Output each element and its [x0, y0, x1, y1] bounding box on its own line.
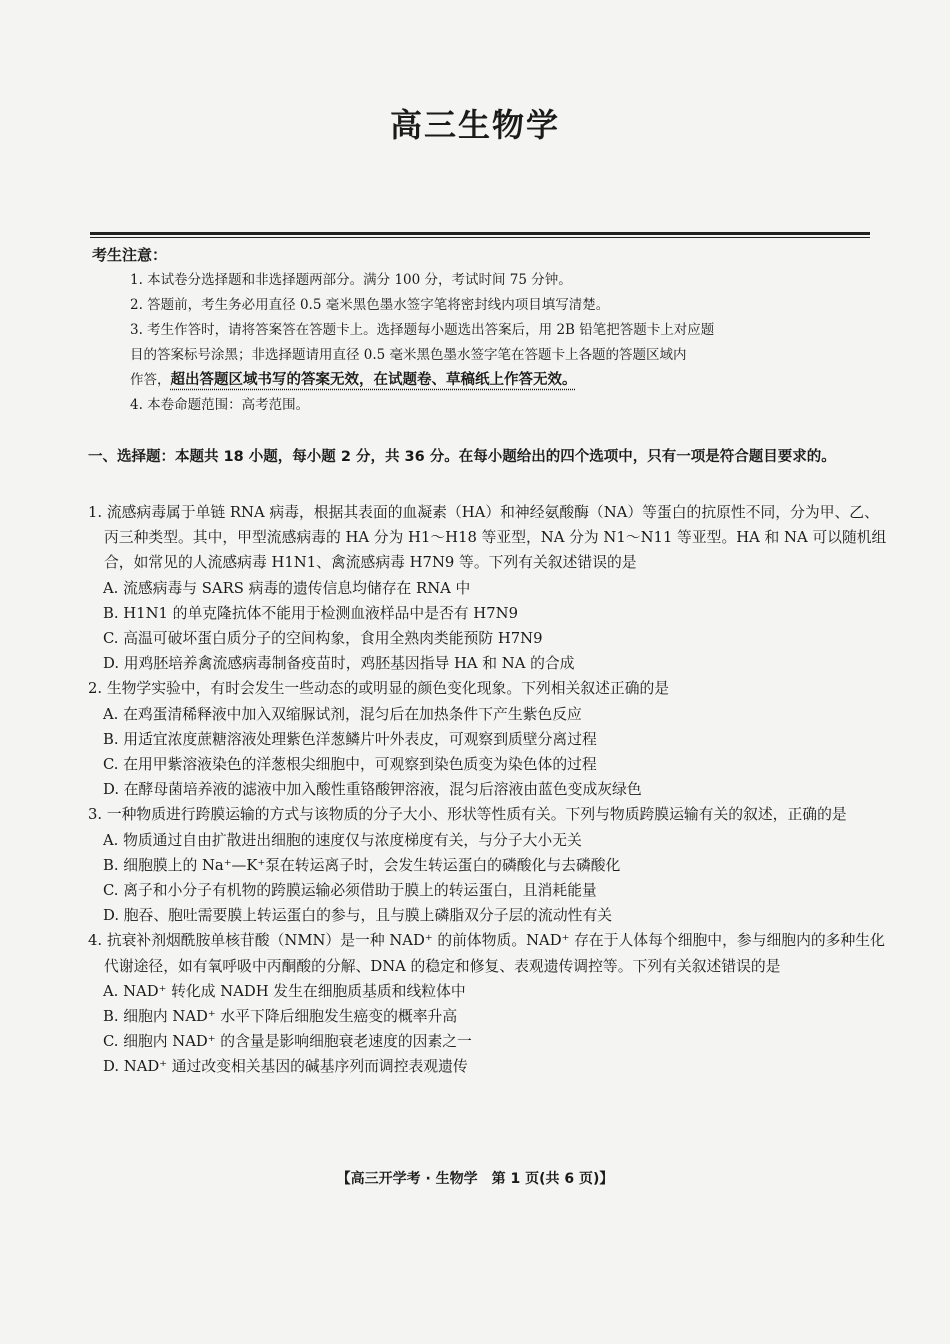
option-a: A. NAD⁺ 转化成 NADH 发生在细胞质基质和线粒体中 — [103, 982, 466, 1000]
page-title: 高三生物学 — [389, 106, 560, 144]
option-d: D. NAD⁺ 通过改变相关基因的碱基序列而调控表观遗传 — [103, 1058, 468, 1076]
notice-item-3-emphasis: 超出答题区域书写的答案无效，在试题卷、草稿纸上作答无效。 — [170, 372, 577, 388]
option-b: B. 用适宜浓度蔗糖溶液处理紫色洋葱鳞片叶外表皮，可观察到质壁分离过程 — [103, 730, 597, 748]
option-a: A. 在鸡蛋清稀释液中加入双缩脲试剂，混匀后在加热条件下产生紫色反应 — [103, 705, 582, 723]
option-c: C. 细胞内 NAD⁺ 的含量是影响细胞衰老速度的因素之一 — [103, 1033, 472, 1051]
question-stem: 2. 生物学实验中，有时会发生一些动态的或明显的颜色变化现象。下列相关叙述正确的是 — [88, 680, 670, 698]
option-d: D. 用鸡胚培养禽流感病毒制备疫苗时，鸡胚基因指导 HA 和 NA 的合成 — [103, 655, 575, 673]
option-b: B. 细胞内 NAD⁺ 水平下降后细胞发生癌变的概率升高 — [103, 1008, 458, 1026]
option-a: A. 流感病毒与 SARS 病毒的遗传信息均储存在 RNA 中 — [103, 579, 471, 597]
notice-heading: 考生注意： — [92, 246, 168, 264]
notice-item-1: 1. 本试卷分选择题和非选择题两部分。满分 100 分，考试时间 75 分钟。 — [130, 272, 572, 288]
option-b: B. 细胞膜上的 Na⁺—K⁺泵在转运离子时，会发生转运蛋白的磷酸化与去磷酸化 — [103, 856, 621, 874]
question-1 — [88, 500, 888, 676]
notice-item-2: 2. 答题前，考生务必用直径 0.5 毫米黑色墨水签字笔将密封线内项目填写清楚。 — [130, 297, 610, 313]
option-d: D. 胞吞、胞吐需要膜上转运蛋白的参与，且与膜上磷脂双分子层的流动性有关 — [103, 907, 613, 925]
question-2 — [88, 676, 888, 802]
question-list — [88, 500, 888, 1080]
section-1 — [88, 444, 883, 471]
question-stem: 4. 抗衰补剂烟酰胺单核苷酸（NMN）是一种 NAD⁺ 的前体物质。NAD⁺ 存在于人体每个细胞中，参与细胞内的多种生化代谢途径，如有氧呼吸中丙酮酸的分解、DNA 的稳定和修复、表观遗传调控等。下列有关叙述错误的是 — [88, 932, 885, 975]
notice-item-3-cont: 目的答案标号涂黑；非选择题请用直径 0.5 毫米黑色墨水签字笔在答题卡上各题的答题区域内 — [130, 347, 687, 363]
question-3 — [88, 802, 888, 928]
option-c: C. 离子和小分子有机物的跨膜运输必须借助于膜上的转运蛋白，且消耗能量 — [103, 882, 597, 900]
option-a: A. 物质通过自由扩散进出细胞的速度仅与浓度梯度有关，与分子大小无关 — [103, 831, 582, 849]
candidate-notice — [92, 242, 882, 418]
notice-item-4: 4. 本卷命题范围：高考范围。 — [130, 397, 310, 413]
question-stem: 1. 流感病毒属于单链 RNA 病毒，根据其表面的血凝素（HA）和神经氨酸酶（NA）等蛋白的抗原性不同，分为甲、乙、丙三种类型。其中，甲型流感病毒的 HA 分为 H1～H18 等亚型，NA 分为 N1～N11 等亚型。HA 和 NA 可以随机组合，如常见的人流感病毒 H1N1、禽流感病毒 H7N9 等。下列有关叙述错误的是 — [88, 504, 887, 572]
option-c: C. 高温可破坏蛋白质分子的空间构象，食用全熟肉类能预防 H7N9 — [103, 630, 543, 648]
option-b: B. H1N1 的单克隆抗体不能用于检测血液样品中是否有 H7N9 — [103, 604, 518, 622]
question-4 — [88, 928, 888, 1079]
question-stem: 3. 一种物质进行跨膜运输的方式与该物质的分子大小、形状等性质有关。下列与物质跨膜运输有关的叙述，正确的是 — [88, 806, 847, 824]
notice-item-3: 3. 考生作答时，请将答案答在答题卡上。选择题每小题选出答案后，用 2B 铅笔把答题卡上对应题 — [130, 322, 715, 338]
notice-item-3-prefix: 作答， — [130, 372, 171, 388]
option-c: C. 在用甲紫溶液染色的洋葱根尖细胞中，可观察到染色质变为染色体的过程 — [103, 756, 597, 774]
section-1-heading: 一、选择题：本题共 18 小题，每小题 2 分，共 36 分。在每小题给出的四个选项中，只有一项是符合题目要求的。 — [88, 449, 836, 465]
header-rule-thick — [90, 232, 870, 235]
page-footer: 【高三开学考 · 生物学 第 1 页(共 6 页)】 — [336, 1171, 614, 1187]
header-rule-thin — [90, 237, 870, 238]
option-d: D. 在酵母菌培养液的滤液中加入酸性重铬酸钾溶液，混匀后溶液由蓝色变成灰绿色 — [103, 781, 642, 799]
notice-item-3-cont2 — [130, 368, 882, 393]
